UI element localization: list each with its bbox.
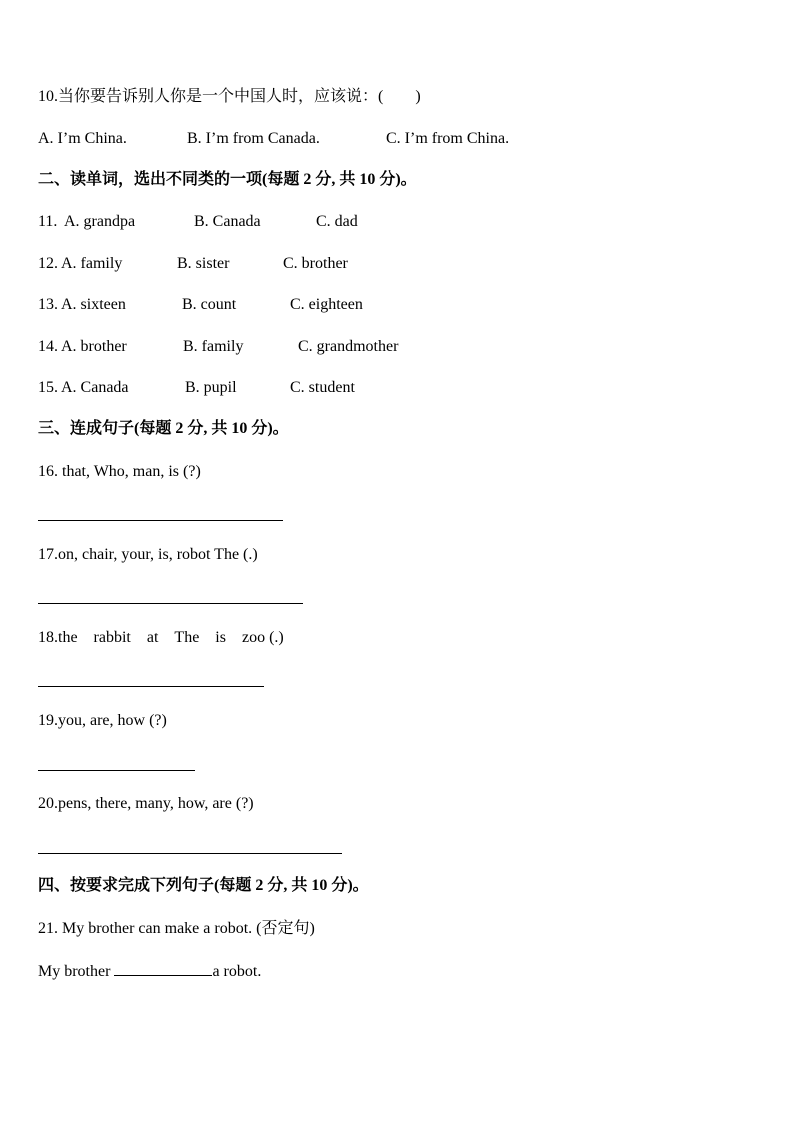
section3-heading: 三、连成句子(每题 2 分, 共 10 分)。	[38, 420, 289, 437]
q15-option-c: C. student	[290, 379, 355, 396]
q14-number: 14.	[38, 338, 58, 355]
q21-answer-sentence	[38, 961, 261, 982]
q21-answer-suffix: a robot.	[212, 963, 262, 980]
q16-answer-line[interactable]	[38, 520, 283, 521]
q15-option-a: A. Canada	[61, 379, 129, 396]
q12-option-b: B. sister	[177, 255, 230, 272]
q21-answer-blank[interactable]	[114, 961, 212, 976]
q10-stem: 10.当你要告诉别人你是一个中国人时，应该说：( )	[38, 88, 421, 105]
q12-number: 12.	[38, 255, 58, 272]
q15-number: 15.	[38, 379, 58, 396]
q11-option-a: A. grandpa	[64, 213, 136, 230]
q19-prompt: 19.you, are, how (?)	[38, 712, 167, 729]
q13-option-b: B. count	[182, 296, 237, 313]
q17-answer-line[interactable]	[38, 603, 303, 604]
q16-prompt: 16. that, Who, man, is (?)	[38, 463, 201, 480]
q13-number: 13.	[38, 296, 58, 313]
q14-option-a: A. brother	[61, 338, 127, 355]
q11-number: 11.	[38, 213, 58, 230]
q10-option-c: C. I’m from China.	[386, 130, 510, 147]
q14-option-c: C. grandmother	[298, 338, 399, 355]
q15-option-b: B. pupil	[185, 379, 237, 396]
q13-option-a: A. sixteen	[61, 296, 126, 313]
q14-option-b: B. family	[183, 338, 244, 355]
q10-option-a: A. I’m China.	[38, 130, 127, 147]
q19-answer-line[interactable]	[38, 770, 195, 771]
q10-option-b: B. I’m from Canada.	[187, 130, 320, 147]
q18-answer-line[interactable]	[38, 686, 264, 687]
section4-heading: 四、按要求完成下列句子(每题 2 分, 共 10 分)。	[38, 877, 369, 894]
q12-option-a: A. family	[61, 255, 123, 272]
q21-answer-prefix: My brother	[38, 963, 115, 980]
q20-prompt: 20.pens, there, many, how, are (?)	[38, 795, 254, 812]
q12-option-c: C. brother	[283, 255, 348, 272]
q13-option-c: C. eighteen	[290, 296, 363, 313]
section2-heading: 二、读单词，选出不同类的一项(每题 2 分, 共 10 分)。	[38, 171, 417, 188]
q11-option-b: B. Canada	[194, 213, 261, 230]
q11-option-c: C. dad	[316, 213, 358, 230]
q21-stem: 21. My brother can make a robot. (否定句)	[38, 920, 315, 937]
q17-prompt: 17.on, chair, your, is, robot The (.)	[38, 546, 258, 563]
q18-prompt: 18.the rabbit at The is zoo (.)	[38, 629, 284, 646]
q20-answer-line[interactable]	[38, 853, 342, 854]
